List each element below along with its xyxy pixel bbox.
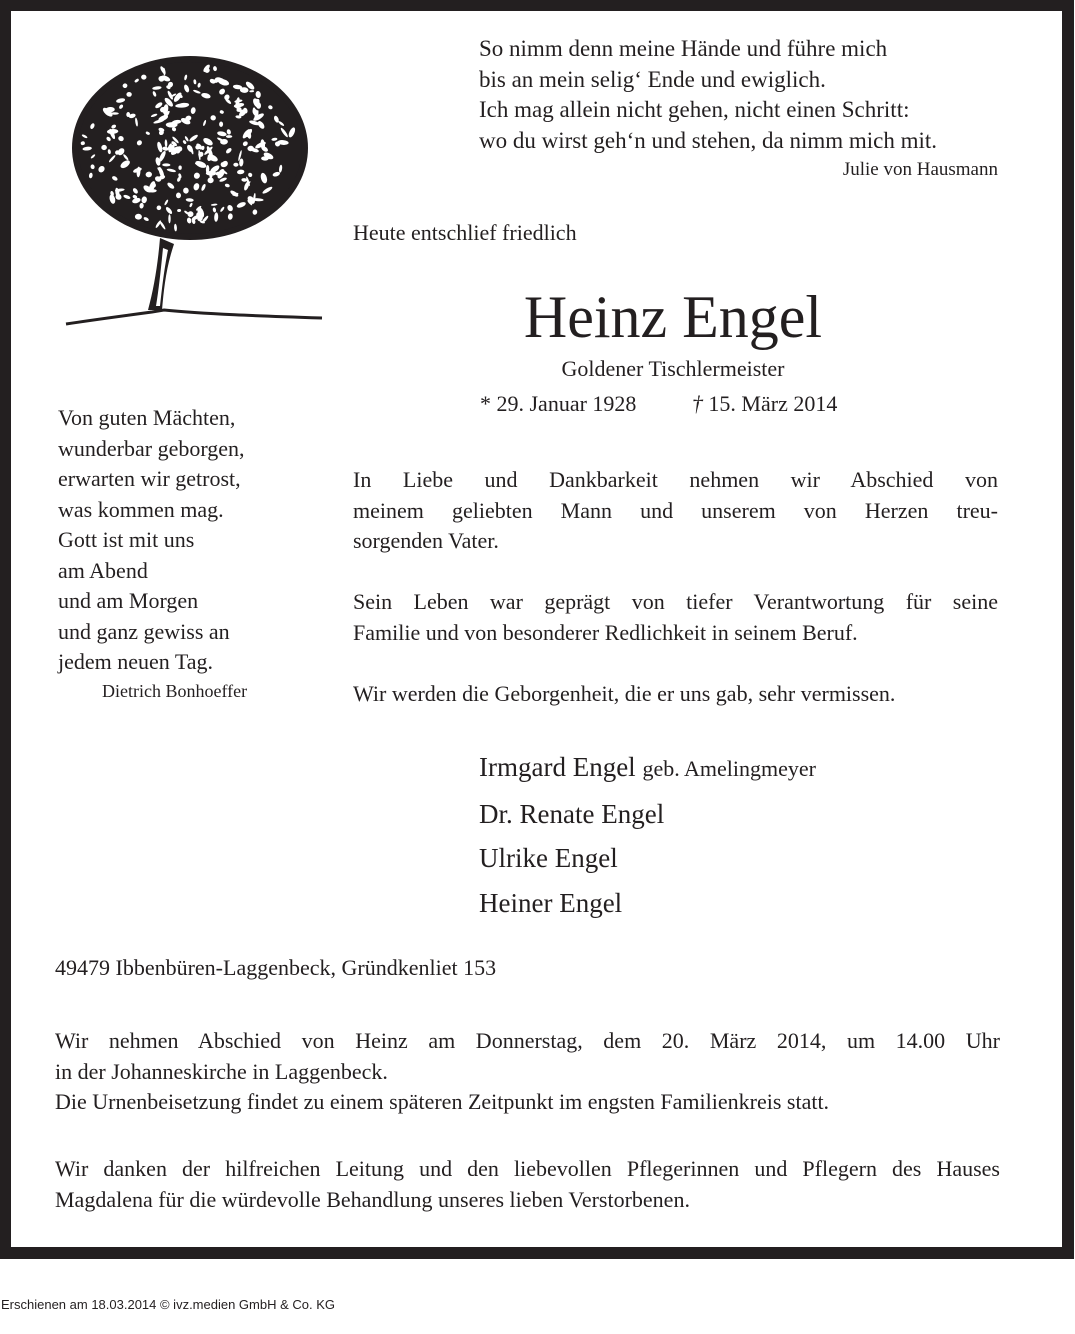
family-member: Ulrike Engel	[479, 843, 618, 873]
poem-line: jedem neuen Tag.	[58, 649, 214, 674]
service-line: Wir nehmen Abschied von Heinz am Donnerstag, dem 20. März 2014, um 14.00 Uhr	[55, 1028, 1000, 1053]
poem-bonhoeffer	[58, 403, 247, 704]
poem-line: was kommen mag.	[58, 496, 224, 522]
dagger-icon: †	[691, 391, 703, 416]
poem-line: So nimm denn meine Hände und führe mich	[479, 36, 888, 61]
paragraph-life	[353, 587, 998, 648]
poem-line: Gott ist mit uns	[58, 527, 195, 552]
publication-footer: Erschienen am 18.03.2014 © ivz.medien GmbH & Co. KG	[1, 1297, 336, 1312]
poem-line: und ganz gewiss an	[58, 618, 230, 644]
address: 49479 Ibbenbüren-Laggenbeck, Gründkenliet 153	[55, 955, 497, 980]
paragraph-line: Sein Leben war geprägt von tiefer Verantwortung für seine	[353, 589, 998, 614]
service-line: Die Urnenbeisetzung findet zu einem späteren Zeitpunkt im engsten Familienkreis statt.	[55, 1089, 830, 1114]
paragraph-line: meinem geliebten Mann und unserem von Herzen treu-	[353, 497, 998, 523]
paragraph-missing	[353, 679, 998, 710]
poem-author: Dietrich Bonhoeffer	[102, 680, 248, 701]
thanks-note	[55, 1154, 1000, 1215]
poem-line: wo du wirst geh‘n und stehen, da nimm mich mit.	[479, 127, 938, 153]
family-signatories	[479, 745, 816, 925]
death-date-wrapper	[692, 391, 837, 416]
family-member: Dr. Renate Engel	[479, 798, 665, 829]
paragraph-line: Wir werden die Geborgenheit, die er uns gab, sehr vermissen.	[353, 681, 896, 706]
paragraph-farewell	[353, 465, 998, 557]
service-info	[55, 1026, 1000, 1118]
family-member-name: Irmgard Engel	[479, 752, 636, 782]
poem-author: Julie von Hausmann	[842, 159, 998, 180]
poem-line: erwarten wir getrost,	[58, 466, 241, 491]
poem-line: am Abend	[58, 557, 148, 583]
family-member	[479, 745, 816, 792]
intro-text: Heute entschlief friedlich	[353, 220, 577, 245]
family-member: Heiner Engel	[479, 887, 623, 918]
paragraph-line: Familie und von besonderer Redlichkeit in seinem Beruf.	[353, 619, 858, 645]
poem-line: wunderbar geborgen,	[58, 435, 245, 461]
tree-illustration-icon	[62, 48, 326, 330]
poem-line: und am Morgen	[58, 588, 199, 613]
thanks-line: Wir danken der hilfreichen Leitung und den liebevollen Pflegerinnen und Pflegern des Hauses	[55, 1156, 1000, 1181]
profession: Goldener Tischlermeister	[561, 356, 785, 381]
poem-line: bis an mein selig‘ Ende und ewiglich.	[479, 66, 826, 92]
paragraph-line: sorgenden Vater.	[353, 528, 499, 553]
death-date: 15. März 2014	[708, 391, 838, 416]
maiden-name: geb. Amelingmeyer	[642, 756, 816, 781]
service-line: in der Johanneskirche in Laggenbeck.	[55, 1058, 388, 1084]
paragraph-line: In Liebe und Dankbarkeit nehmen wir Abschied von	[353, 467, 998, 492]
birth-date: * 29. Januar 1928	[480, 391, 637, 416]
life-dates	[480, 391, 837, 417]
deceased-name: Heinz Engel	[523, 284, 823, 350]
poem-line: Von guten Mächten,	[58, 405, 236, 430]
poem-line: Ich mag allein nicht gehen, nicht einen Schritt:	[479, 97, 910, 122]
thanks-line: Magdalena für die würdevolle Behandlung unseres lieben Verstorbenen.	[55, 1186, 690, 1212]
poem-julie-von-hausmann	[479, 34, 998, 184]
